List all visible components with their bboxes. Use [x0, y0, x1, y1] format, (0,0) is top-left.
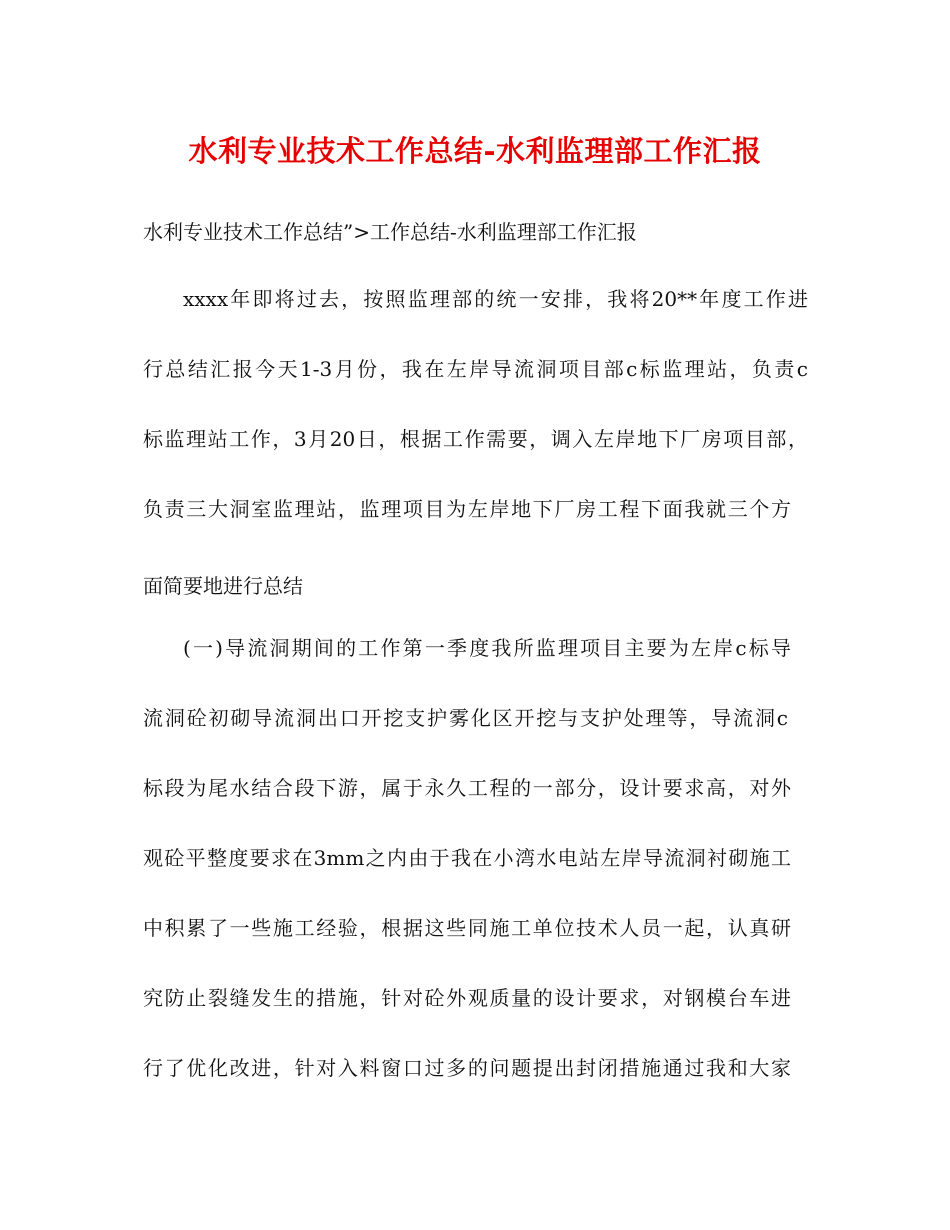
document-title: 水利专业技术工作总结-水利监理部工作汇报 [188, 134, 762, 168]
paragraph-line: 行了优化改进，针对入料窗口过多的问题提出封闭措施通过我和大家 [143, 1056, 791, 1080]
paragraph-line: 观砼平整度要求在3mm之内由于我在小湾水电站左岸导流洞衬砌施工 [143, 846, 791, 870]
paragraph-line: 行总结汇报今天1-3月份，我在左岸导流洞项目部c标监理站，负责c [143, 357, 808, 381]
paragraph-line: 标段为尾水结合段下游，属于永久工程的一部分，设计要求高，对外 [143, 776, 791, 800]
paragraph-line: xxxx年即将过去，按照监理部的统一安排，我将20**年度工作进 [183, 287, 808, 311]
paragraph-line: 究防止裂缝发生的措施，针对砼外观质量的设计要求，对钢模台车进 [143, 986, 791, 1010]
paragraph-line: 负责三大洞室监理站，监理项目为左岸地下厂房工程下面我就三个方 [143, 497, 791, 521]
paragraph-line: (一)导流洞期间的工作第一季度我所监理项目主要为左岸c标导 [183, 636, 791, 660]
paragraph-line: 标监理站工作，3月20日，根据工作需要，调入左岸地下厂房项目部， [143, 427, 808, 451]
paragraph-line: 流洞砼初砌导流洞出口开挖支护雾化区开挖与支护处理等，导流洞c [143, 706, 788, 730]
paragraph-line: 中积累了一些施工经验，根据这些同施工单位技术人员一起，认真研 [143, 916, 791, 940]
paragraph-line: 面简要地进行总结 [143, 574, 303, 598]
document-subtitle: 水利专业技术工作总结”>工作总结-水利监理部工作汇报 [143, 220, 637, 244]
